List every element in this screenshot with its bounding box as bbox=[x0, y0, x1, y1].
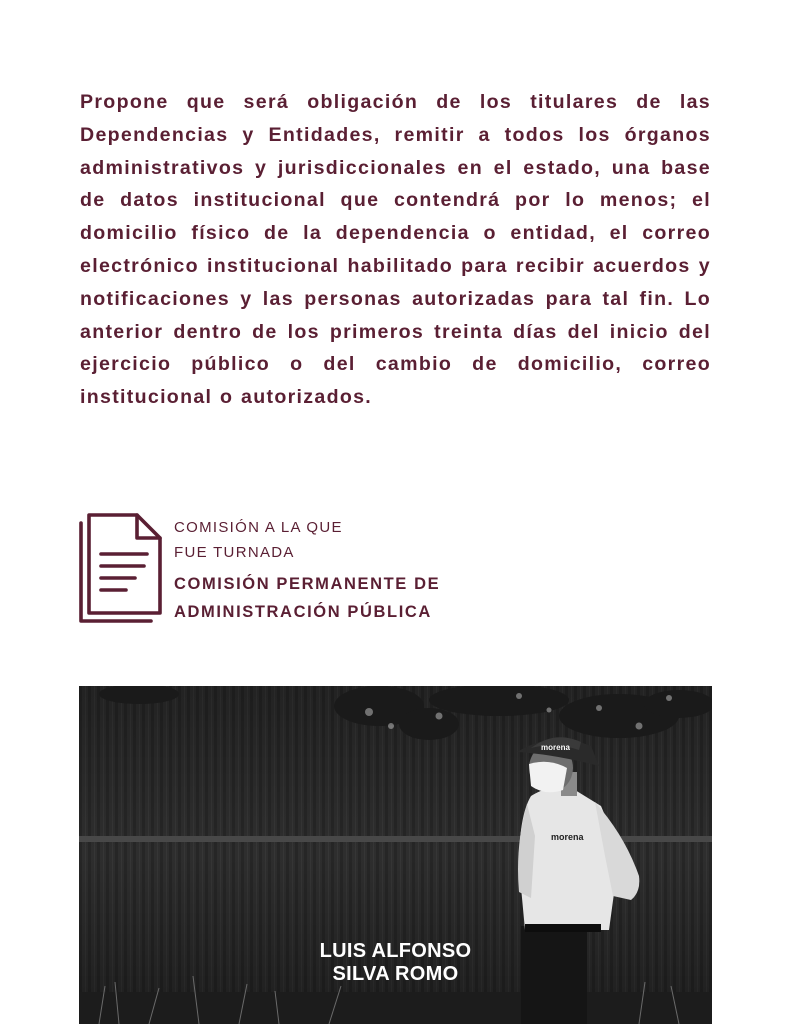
photo-caption-line-2: SILVA ROMO bbox=[332, 963, 459, 985]
photo-caption-line-1: LUIS ALFONSO bbox=[319, 940, 472, 962]
commission-caption-line-1: COMISIÓN A LA QUE bbox=[174, 519, 343, 536]
commission-name-line-1: COMISIÓN PERMANENTE DE bbox=[174, 575, 441, 593]
commission-caption-line-2: FUE TURNADA bbox=[174, 543, 295, 561]
ground bbox=[79, 992, 712, 1024]
commission-name-line-2: ADMINISTRACIÓN PÚBLICA bbox=[174, 603, 432, 621]
face-mask bbox=[529, 762, 567, 793]
document-icon bbox=[79, 513, 163, 623]
photo-caption bbox=[79, 940, 712, 986]
proposal-paragraph: Propone que será obligación de los titulares de las Dependencias y Entidades, remitir a todos los órganos administrativos y jurisdiccionales en el estado, una base de datos institucional que contendrá por lo menos; el domicilio físico de la dependencia o entidad, el correo electrónico institucional habilitado para recibir acuerdos y notificaciones y las personas autorizadas para tal fin. Lo anterior dentro de los primeros treinta días del inicio del ejercicio público o del cambio de domicilio, correo institucional o autorizados. bbox=[80, 91, 711, 409]
shirt-logo: morena bbox=[551, 832, 584, 842]
photo bbox=[79, 686, 712, 1024]
commission-name bbox=[174, 570, 440, 626]
commission-caption bbox=[174, 516, 343, 565]
hat-logo: morena bbox=[541, 743, 570, 752]
